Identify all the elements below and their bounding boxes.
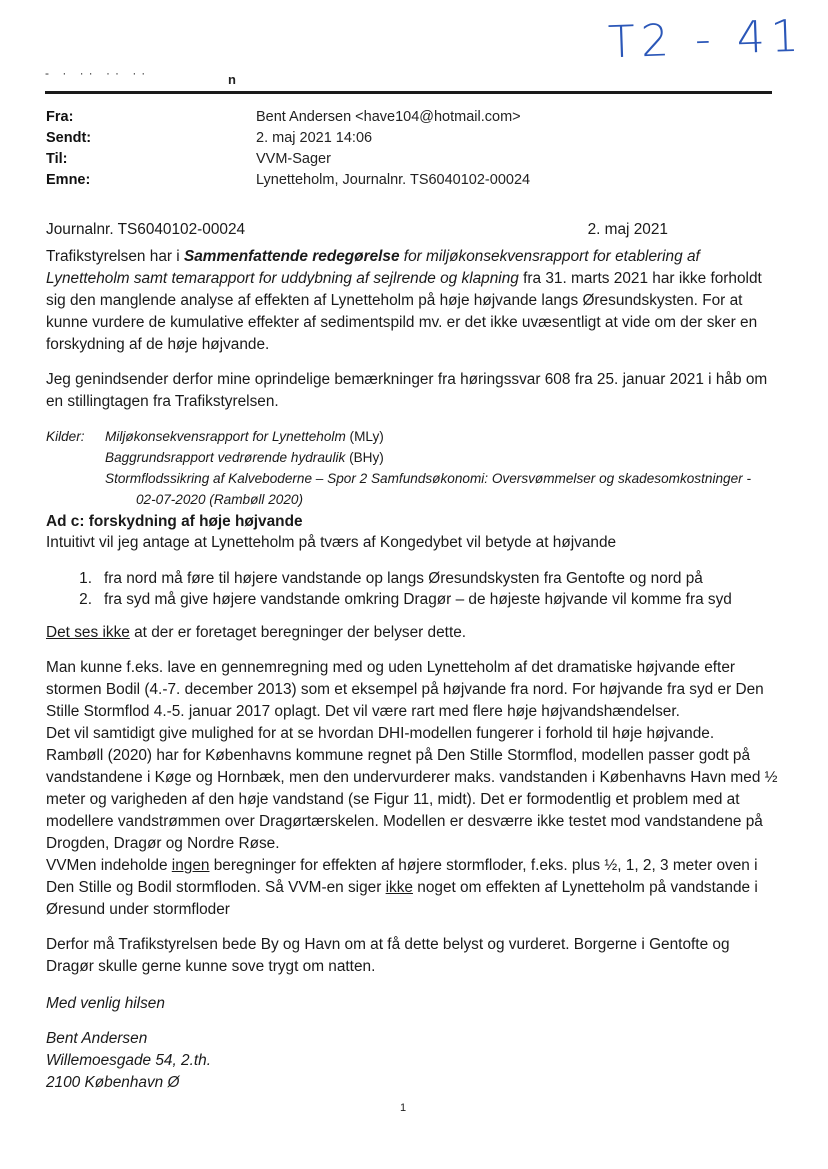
- p4-line-11: [46, 877, 786, 899]
- p1-text-a: Trafikstyrelsen har i: [46, 248, 184, 265]
- from-value: Bent Andersen <have104@hotmail.com>: [256, 109, 521, 125]
- p1-title-bold: Sammenfattende redegørelse: [183, 248, 400, 265]
- p4-line: vandstandene i Køge og Hornbæk, men den undervurderer maks. vandstanden i Københavns Havn med ½: [46, 769, 778, 786]
- p1-line5: forskydning af de høje højvande.: [46, 336, 270, 353]
- list-number: 2.: [79, 591, 92, 608]
- p1-title-line2: Lynetteholm samt temarapport for uddybning af sejlrende og klapning: [46, 270, 519, 287]
- paragraph-2: [46, 369, 786, 413]
- sources-label: Kilder:: [46, 429, 85, 444]
- signature-name: Bent Andersen: [46, 1030, 148, 1048]
- subject-label: Emne:: [46, 172, 91, 188]
- p4-line: Rambøll (2020) har for Københavns kommune regnet på Den Stille Stormflod, modellen passer godt på: [46, 747, 751, 764]
- p2-line2: en stillingtagen fra Trafikstyrelsen.: [46, 393, 279, 410]
- header-rule: [45, 91, 772, 94]
- to-value: VVM-Sager: [256, 151, 331, 167]
- p3-underlined: Det ses ikke: [46, 624, 130, 641]
- p3-rest: at der er foretaget beregninger der belyser dette.: [129, 624, 467, 641]
- paragraph-1: [46, 246, 786, 356]
- to-label: Til:: [46, 151, 68, 167]
- journal-line: [46, 219, 668, 241]
- subject-row: [46, 170, 746, 191]
- p4-text: VVMen indeholde: [46, 857, 172, 874]
- p4-line: meter og varigheden af den høje vandstand (se Figur 11, midt). Det er formodentlig et problem med at: [46, 791, 740, 808]
- signature-block: [46, 1028, 786, 1094]
- p4-text: noget om effekten af Lynetteholm på vandstande i: [412, 879, 758, 896]
- p4-line: Stille Stormflod 4.-5. januar 2017 oplagt. Det vil være rart med flere høje højvandshændelser.: [46, 703, 680, 720]
- to-row: [46, 149, 746, 170]
- p4-line-10: [46, 855, 786, 877]
- p1-title-rest: for miljøkonsekvensrapport for etablering af: [399, 248, 700, 265]
- sources-block: [46, 426, 786, 510]
- numbered-list: [46, 568, 786, 610]
- from-label: Fra:: [46, 109, 74, 125]
- paragraph-4: [46, 657, 786, 921]
- email-header: [46, 107, 746, 191]
- letter-body: [46, 219, 786, 1094]
- section-heading: Ad c: forskydning af høje højvande: [46, 513, 303, 530]
- p1-line4: kunne vurdere de kumulative effekter af sedimentspild mv. er det ikke uvæsentligt at vide om der sker en: [46, 314, 758, 331]
- sent-value: 2. maj 2021 14:06: [256, 130, 373, 146]
- p4-line: modellere vandstrømmen over Dragørtærskelen. Modellen er desværre ikke testet mod vandstandene på: [46, 813, 763, 830]
- page-number: 1: [400, 1102, 407, 1114]
- paragraph-3: [46, 622, 786, 644]
- source-mly: Miljøkonsekvensrapport for Lynetteholm: [105, 429, 346, 444]
- list-text: fra syd må give højere vandstande omkring Dragør – de højeste højvande vil komme fra syd: [104, 591, 732, 608]
- list-item: [46, 568, 786, 589]
- p4-line: stormen Bodil (4.-7. december 2013) som et eksempel på højvande fra nord. For højvande fra syd er Den: [46, 681, 764, 698]
- p4-underlined: ingen: [171, 857, 210, 874]
- header-dots: - · ·· ·· ··: [45, 66, 151, 80]
- source-ramboll: Stormflodssikring af Kalveboderne – Spor 2 Samfundsøkonomi: Oversvømmelser og skadesomkostninger -: [105, 471, 751, 486]
- list-number: 1.: [79, 570, 92, 587]
- p1-line3: sig den manglende analyse af effekten af Lynetteholm på høje højvande langs Øresundskysten. For at: [46, 292, 743, 309]
- sent-row: [46, 128, 746, 149]
- p5-line: Dragør skulle gerne kunne sove trygt om natten.: [46, 958, 376, 975]
- letter-date: 2. maj 2021: [587, 221, 668, 238]
- source-bhy-abbr: (BHy): [345, 450, 384, 465]
- source-mly-abbr: (MLy): [345, 429, 384, 444]
- p4-underlined: ikke: [385, 879, 413, 896]
- p2-line1: Jeg genindsender derfor mine oprindelige bemærkninger fra høringssvar 608 fra 25. januar 2021 i håb om: [46, 371, 768, 388]
- p5-line: Derfor må Trafikstyrelsen bede By og Havn om at få dette belyst og vurderet. Borgerne i Gentofte og: [46, 936, 730, 953]
- p4-text: beregninger for effekten af højere stormfloder, f.eks. plus ½, 1, 2, 3 meter oven i: [209, 857, 758, 874]
- intro-line: Intuitivt vil jeg antage at Lynetteholm på tværs af Kongedybet vil betyde at højvande: [46, 534, 617, 551]
- signature-street: Willemoesgade 54, 2.th.: [46, 1052, 211, 1070]
- header-mark: n: [228, 72, 236, 87]
- from-row: [46, 107, 746, 128]
- handwritten-reference: T2 - 41: [607, 10, 806, 69]
- p4-line: Man kunne f.eks. lave en gennemregning med og uden Lynetteholm af det dramatiske højvande efter: [46, 659, 736, 676]
- p4-text: Den Stille og Bodil stormfloden. Så VVM-en siger: [46, 879, 386, 896]
- p4-line: Det vil samtidigt give mulighed for at se hvordan DHI-modellen fungerer i forhold til høje højvande.: [46, 725, 715, 742]
- p1-text-e: fra 31. marts 2021 har ikke forholdt: [518, 270, 762, 287]
- p4-line: Drogden, Dragør og Nordre Røse.: [46, 835, 280, 852]
- list-item: [46, 589, 786, 610]
- journal-number: Journalnr. TS6040102-00024: [46, 221, 246, 238]
- signature-city: 2100 København Ø: [46, 1074, 180, 1092]
- subject-value: Lynetteholm, Journalnr. TS6040102-00024: [256, 172, 531, 188]
- closing: Med venlig hilsen: [46, 995, 165, 1013]
- source-bhy: Baggrundsrapport vedrørende hydraulik: [105, 450, 346, 465]
- list-text: fra nord må føre til højere vandstande op langs Øresundskysten fra Gentofte og nord på: [104, 570, 703, 587]
- source-ramboll-date: 02-07-2020 (Rambøll 2020): [136, 492, 303, 507]
- paragraph-5: [46, 934, 786, 978]
- sent-label: Sendt:: [46, 130, 92, 146]
- p4-line: Øresund under stormfloder: [46, 901, 230, 918]
